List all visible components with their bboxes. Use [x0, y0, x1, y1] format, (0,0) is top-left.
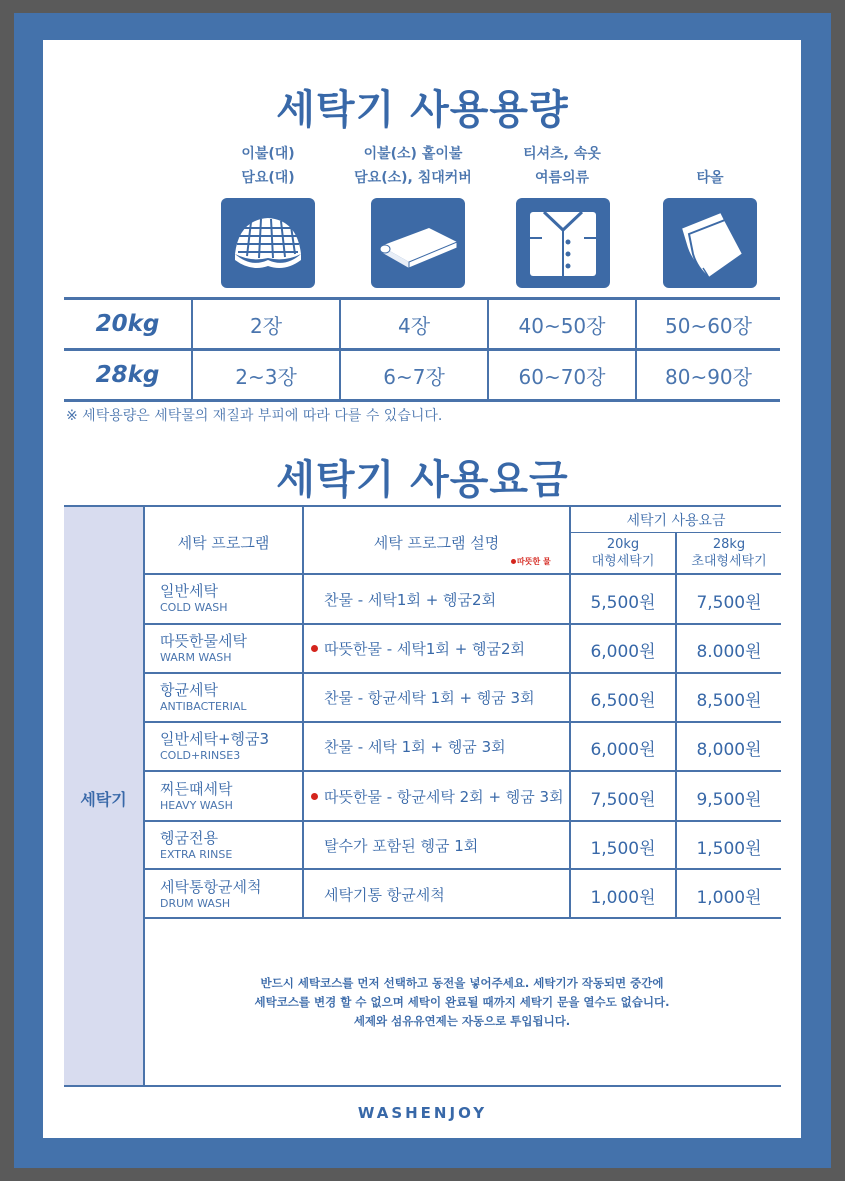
- capacity-value: 60~70장: [488, 350, 636, 401]
- fees-side-label: 세탁기: [80, 790, 127, 809]
- price-20kg: 5,500원: [590, 593, 656, 613]
- program-description: 탈수가 포함된 헹굼 1회: [324, 837, 479, 855]
- capacity-title: 세탁기 사용용량: [276, 87, 569, 133]
- table-border: [143, 623, 781, 625]
- program-name: 헹굼전용: [160, 829, 218, 847]
- capacity-category-label: 이불(소) 홑이불 담요(소), 침대커버: [354, 146, 472, 186]
- program-name: 세탁통항균세척: [160, 878, 262, 896]
- capacity-value: 2장: [192, 299, 340, 350]
- price-28kg: 8.000원: [696, 642, 762, 662]
- program-description: 찬물 - 항균세탁 1회 + 헹굼 3회: [324, 689, 535, 707]
- table-border: [143, 672, 781, 674]
- program-description: 따뜻한물 - 항균세탁 2회 + 헹굼 3회: [324, 788, 564, 806]
- capacity-category-label: 타올: [696, 170, 724, 186]
- capacity-value: 4장: [340, 299, 488, 350]
- fees-footnote: 반드시 세탁코스를 먼저 선택하고 동전을 넣어주세요. 세탁기가 작동되면 중간에 세탁코스를 변경 할 수 없으며 세탁이 완료될 때까지 세탁기 문을 열수도 없습니다. 세제와 섬유유연제는 자동으로 투입됩니다.: [254, 976, 670, 1028]
- table-border: [143, 868, 781, 870]
- table-border: [302, 505, 304, 919]
- capacity-value: 40~50장: [488, 299, 636, 350]
- header-20kg: 20kg 대형세탁기: [591, 537, 655, 569]
- towel-icon: [663, 198, 757, 288]
- folded-blanket-icon: [371, 198, 465, 288]
- shirt-icon: [516, 198, 610, 288]
- program-description: 찬물 - 세탁 1회 + 헹굼 3회: [324, 738, 506, 756]
- fees-title: 세탁기 사용요금: [276, 457, 569, 503]
- price-28kg: 8,500원: [696, 691, 762, 711]
- capacity-category-label: 티셔츠, 속옷 여름의류: [523, 146, 601, 186]
- capacity-value: 50~60장: [636, 299, 780, 350]
- table-border: [143, 721, 781, 723]
- table-border: [64, 1085, 781, 1087]
- capacity-category-label: 이불(대) 담요(대): [241, 146, 295, 186]
- program-description: 찬물 - 세탁1회 + 헹굼2회: [324, 591, 497, 609]
- program-name-en: WARM WASH: [160, 651, 232, 664]
- brand-logo-text: WASHENJOY: [357, 1104, 488, 1122]
- price-20kg: 6,000원: [590, 642, 656, 662]
- program-name-en: HEAVY WASH: [160, 799, 233, 812]
- price-28kg: 1,500원: [696, 839, 762, 859]
- table-row: [64, 299, 780, 350]
- capacity-table: [64, 297, 780, 402]
- program-name-en: ANTIBACTERIAL: [160, 700, 247, 713]
- program-name-en: COLD+RINSE3: [160, 749, 241, 762]
- table-border: [143, 917, 781, 919]
- capacity-value: 2~3장: [192, 350, 340, 401]
- price-28kg: 8,000원: [696, 740, 762, 760]
- price-28kg: 1,000원: [696, 888, 762, 908]
- capacity-note: ※ 세탁용량은 세탁물의 재질과 부피에 따라 다를 수 있습니다.: [66, 408, 443, 424]
- program-name: 따뜻한물세탁: [160, 632, 247, 650]
- table-row: [64, 350, 780, 401]
- table-border: [143, 770, 781, 772]
- program-description: 따뜻한물 - 세탁1회 + 헹굼2회: [324, 640, 526, 658]
- hot-water-dot-icon: [311, 793, 318, 800]
- capacity-value: 6~7장: [340, 350, 488, 401]
- hot-water-legend: 따뜻한 물: [517, 557, 551, 566]
- table-border: [143, 820, 781, 822]
- blanket-large-icon: [221, 198, 315, 288]
- program-description: 세탁기통 항균세척: [324, 886, 445, 904]
- price-20kg: 1,500원: [590, 839, 656, 859]
- table-border: [143, 573, 781, 575]
- price-28kg: 7,500원: [696, 593, 762, 613]
- header-28kg: 28kg 초대형세탁기: [691, 537, 767, 569]
- price-20kg: 6,000원: [590, 740, 656, 760]
- price-20kg: 7,500원: [590, 790, 656, 810]
- hot-water-dot-icon: [511, 559, 516, 564]
- hot-water-dot-icon: [311, 645, 318, 652]
- program-name: 일반세탁: [160, 582, 218, 600]
- price-28kg: 9,500원: [696, 790, 762, 810]
- capacity-size-label: 20kg: [64, 299, 192, 350]
- header-description: 세탁 프로그램 설명: [373, 534, 500, 552]
- program-name: 항균세탁: [160, 681, 218, 699]
- program-name: 일반세탁+헹굼3: [160, 730, 270, 748]
- program-name-en: EXTRA RINSE: [160, 848, 233, 861]
- program-name-en: DRUM WASH: [160, 897, 231, 910]
- price-20kg: 6,500원: [590, 691, 656, 711]
- table-border: [64, 505, 781, 507]
- header-fee-group: 세탁기 사용요금: [626, 513, 726, 529]
- capacity-value: 80~90장: [636, 350, 780, 401]
- program-name-en: COLD WASH: [160, 601, 228, 614]
- price-20kg: 1,000원: [590, 888, 656, 908]
- program-name: 찌든때세탁: [160, 780, 233, 798]
- capacity-size-label: 28kg: [64, 350, 192, 401]
- header-program: 세탁 프로그램: [177, 534, 270, 552]
